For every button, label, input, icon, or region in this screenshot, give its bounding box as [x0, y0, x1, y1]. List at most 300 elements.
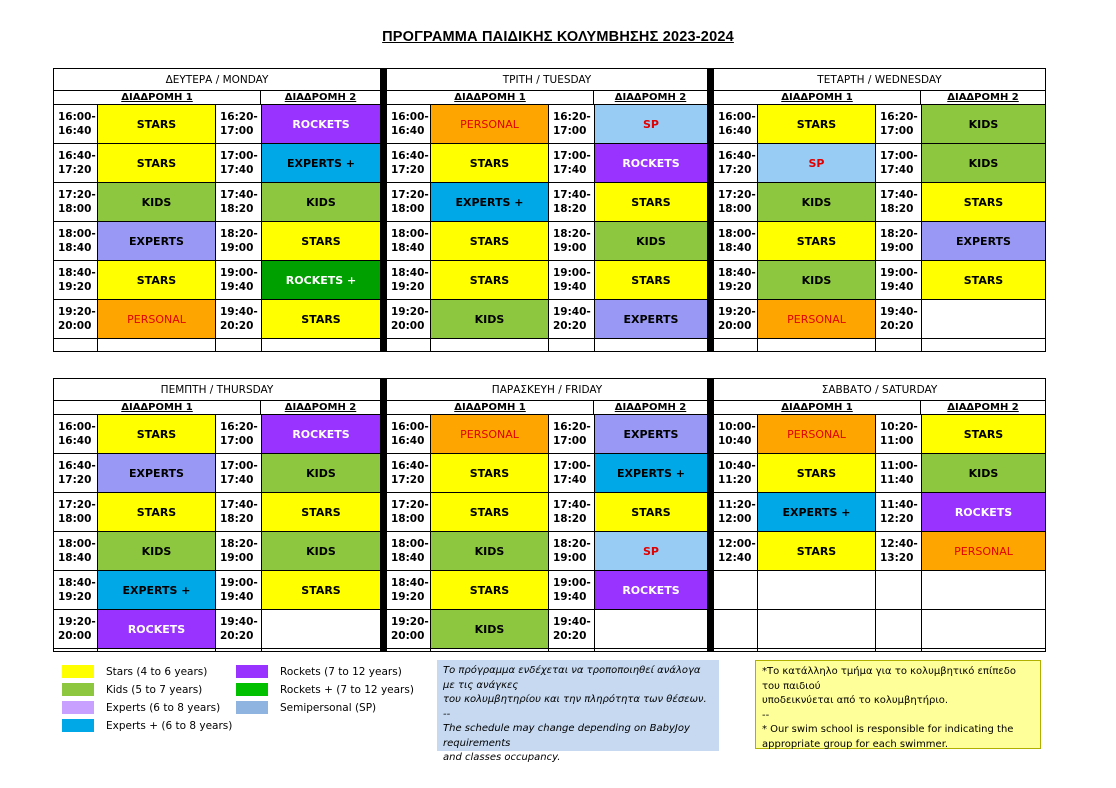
time-slot-route-1 [54, 261, 98, 299]
time-start: 16:00- [58, 111, 96, 123]
route-2-label: ΔΙΑΔΡΟΜΗ 2 [284, 92, 357, 103]
time-start: 11:00- [880, 460, 918, 472]
empty-row [387, 649, 707, 651]
legend-label: Kids (5 to 7 years) [106, 683, 203, 696]
time-slot-route-2 [876, 493, 922, 531]
class-cell-route-2: ROCKETS [922, 493, 1045, 531]
time-slot-route-2 [216, 261, 262, 299]
time-slot-route-1 [714, 261, 758, 299]
class-cell-route-2: SP [595, 532, 707, 570]
time-start: 17:40- [553, 499, 591, 511]
day-column [714, 69, 1045, 351]
class-cell-route-1: KIDS [98, 183, 216, 221]
time-start: 18:20- [880, 228, 918, 240]
schedule-row [54, 300, 380, 339]
time-slot-route-2 [876, 144, 922, 182]
legend-swatch [62, 719, 94, 732]
time-slot-route-1 [387, 415, 431, 453]
schedule-row [387, 261, 707, 300]
class-cell-route-2: STARS [922, 415, 1045, 453]
schedule-row [387, 222, 707, 261]
time-start: 19:40- [553, 616, 591, 628]
class-cell-route-1: STARS [98, 261, 216, 299]
time-slot-route-1 [387, 532, 431, 570]
time-slot-route-2 [549, 105, 595, 143]
time-end: 17:40 [553, 474, 587, 486]
class-cell-route-1: STARS [98, 105, 216, 143]
time-start: 18:20- [553, 228, 591, 240]
schedule-row [714, 610, 1045, 649]
legend-swatch [236, 701, 268, 714]
time-slot-route-2 [216, 571, 262, 609]
empty-cell [549, 339, 595, 351]
empty-cell [595, 339, 707, 351]
day-column [54, 69, 380, 351]
empty-row [714, 339, 1045, 351]
time-slot-route-1 [714, 493, 758, 531]
class-cell-route-1: KIDS [431, 610, 549, 648]
empty-cell [758, 649, 876, 651]
time-end: 17:00 [553, 435, 587, 447]
schedule-row [54, 183, 380, 222]
class-cell-route-1: EXPERTS [98, 454, 216, 492]
class-cell-route-1: KIDS [431, 300, 549, 338]
class-cell-route-1: PERSONAL [98, 300, 216, 338]
day-header: ΤΕΤΑΡΤΗ / WEDNESDAY [714, 69, 1045, 91]
time-slot-route-1 [54, 415, 98, 453]
time-start: 17:40- [880, 189, 918, 201]
route-header-row [54, 91, 380, 105]
class-cell-route-1: STARS [431, 261, 549, 299]
empty-cell [387, 649, 431, 651]
class-cell-route-2: EXPERTS [595, 300, 707, 338]
day-header: ΠΕΜΠΤΗ / THURSDAY [54, 379, 380, 401]
empty-cell [216, 339, 262, 351]
swim-school-note [755, 660, 1041, 749]
day-header: ΔΕΥΤΕΡΑ / MONDAY [54, 69, 380, 91]
time-slot-route-2 [549, 610, 595, 648]
schedule-row [54, 571, 380, 610]
time-slot-route-2 [216, 493, 262, 531]
time-start: 17:00- [553, 150, 591, 162]
time-slot-route-2 [549, 571, 595, 609]
day-header: ΤΡΙΤΗ / TUESDAY [387, 69, 707, 91]
time-start: 19:00- [880, 267, 918, 279]
time-slot-route-1 [54, 454, 98, 492]
empty-cell [262, 339, 380, 351]
time-start: 18:20- [220, 228, 258, 240]
schedule-row [387, 144, 707, 183]
schedule-week-part-2 [53, 378, 1046, 652]
class-cell-route-2: ROCKETS [595, 144, 707, 182]
time-end: 19:40 [220, 281, 254, 293]
class-cell-route-1: STARS [758, 532, 876, 570]
time-end: 11:40 [880, 474, 914, 486]
route-1-label: ΔΙΑΔΡΟΜΗ 1 [387, 91, 594, 104]
time-end: 19:40 [880, 281, 914, 293]
class-cell-route-2: STARS [595, 183, 707, 221]
legend-item [62, 701, 220, 714]
note-line: του κολυμβητηρίου και την πληρότητα των θέσεων. [443, 694, 707, 705]
time-start: 10:40- [718, 460, 756, 472]
legend-label: Rockets (7 to 12 years) [280, 665, 402, 678]
route-2-label: ΔΙΑΔΡΟΜΗ 2 [614, 92, 687, 103]
time-end: 20:20 [880, 320, 914, 332]
legend-item [62, 719, 232, 732]
time-slot-route-2 [876, 454, 922, 492]
time-start: 19:20- [58, 616, 96, 628]
time-end: 16:40 [58, 125, 92, 137]
legend-item [62, 683, 202, 696]
time-end: 20:00 [391, 630, 425, 642]
time-end: 19:40 [553, 281, 587, 293]
time-start: 10:20- [880, 421, 918, 433]
time-end: 18:00 [391, 203, 425, 215]
legend-swatch [236, 683, 268, 696]
empty-cell [216, 649, 262, 651]
empty-cell [387, 339, 431, 351]
day-column [380, 379, 714, 651]
time-end: 17:40 [220, 164, 254, 176]
time-start: 16:20- [553, 421, 591, 433]
day-column [714, 379, 1045, 651]
class-cell-route-1: KIDS [98, 532, 216, 570]
class-cell-route-2: KIDS [595, 222, 707, 260]
class-cell-route-2: EXPERTS + [262, 144, 380, 182]
route-2-label: ΔΙΑΔΡΟΜΗ 2 [947, 402, 1019, 413]
time-end: 18:20 [880, 203, 914, 215]
class-cell-route-1: ROCKETS [98, 610, 216, 648]
time-start: 18:40- [718, 267, 756, 279]
note-line: υποδεικνύεται από το κολυμβητήριο. [762, 695, 949, 706]
time-slot-route-2 [216, 610, 262, 648]
time-end: 19:00 [220, 552, 254, 564]
time-start: 18:40- [58, 267, 96, 279]
time-start: 19:20- [391, 616, 429, 628]
class-cell-route-2: STARS [595, 493, 707, 531]
route-1-label: ΔΙΑΔΡΟΜΗ 1 [54, 401, 261, 414]
note-line: -- [762, 709, 770, 721]
empty-cell [54, 339, 98, 351]
time-end: 18:00 [391, 513, 425, 525]
time-end: 19:20 [391, 281, 425, 293]
time-slot-route-1 [714, 571, 758, 609]
schedule-row [54, 222, 380, 261]
time-start: 18:00- [391, 228, 429, 240]
schedule-row [714, 183, 1045, 222]
time-start: 19:20- [391, 306, 429, 318]
route-1-label: ΔΙΑΔΡΟΜΗ 1 [54, 91, 261, 104]
legend-swatch [62, 683, 94, 696]
class-cell-route-2: STARS [262, 300, 380, 338]
legend-label: Rockets + (7 to 12 years) [280, 683, 414, 696]
class-cell-route-1: STARS [758, 454, 876, 492]
class-cell-route-1: KIDS [431, 532, 549, 570]
time-start: 19:20- [58, 306, 96, 318]
time-slot-route-2 [216, 300, 262, 338]
time-end: 12:40 [718, 552, 752, 564]
time-slot-route-1 [387, 493, 431, 531]
time-end: 18:20 [553, 203, 587, 215]
route-header-row [54, 401, 380, 415]
time-slot-route-1 [387, 454, 431, 492]
time-end: 19:40 [553, 591, 587, 603]
schedule-row [54, 261, 380, 300]
time-start: 18:20- [220, 538, 258, 550]
time-start: 18:00- [391, 538, 429, 550]
time-slot-route-1 [714, 300, 758, 338]
time-start: 17:40- [220, 189, 258, 201]
time-start: 16:20- [880, 111, 918, 123]
time-slot-route-2 [216, 454, 262, 492]
class-cell-route-1: STARS [758, 105, 876, 143]
time-start: 16:40- [718, 150, 756, 162]
schedule-row [54, 532, 380, 571]
time-slot-route-1 [387, 261, 431, 299]
time-start: 17:20- [58, 499, 96, 511]
time-start: 17:40- [220, 499, 258, 511]
class-cell-route-1: STARS [431, 493, 549, 531]
class-cell-route-2 [922, 300, 1045, 338]
time-end: 10:40 [718, 435, 752, 447]
time-start: 19:00- [553, 267, 591, 279]
empty-cell [431, 649, 549, 651]
time-slot-route-2 [216, 183, 262, 221]
time-slot-route-1 [54, 532, 98, 570]
day-column [380, 69, 714, 351]
class-cell-route-1: STARS [98, 493, 216, 531]
time-end: 17:20 [391, 474, 425, 486]
class-cell-route-2: SP [595, 105, 707, 143]
time-end: 18:00 [718, 203, 752, 215]
time-start: 18:40- [391, 577, 429, 589]
time-slot-route-2 [216, 105, 262, 143]
schedule-row [714, 222, 1045, 261]
time-slot-route-1 [714, 105, 758, 143]
time-start: 17:20- [391, 189, 429, 201]
class-cell-route-1: EXPERTS [98, 222, 216, 260]
time-slot-route-2 [876, 415, 922, 453]
class-cell-route-2: EXPERTS [922, 222, 1045, 260]
time-slot-route-1 [387, 222, 431, 260]
time-start: 19:00- [553, 577, 591, 589]
empty-cell [549, 649, 595, 651]
time-slot-route-1 [387, 300, 431, 338]
route-header-row [387, 401, 707, 415]
time-slot-route-2 [216, 222, 262, 260]
class-cell-route-1: STARS [758, 222, 876, 260]
legend-label: Semipersonal (SP) [280, 701, 377, 714]
class-cell-route-1: STARS [431, 454, 549, 492]
note-line: * Our swim school is responsible for indicating the [762, 724, 1014, 735]
time-end: 18:00 [58, 203, 92, 215]
time-start: 17:00- [880, 150, 918, 162]
schedule-row [387, 105, 707, 144]
class-cell-route-2: KIDS [922, 454, 1045, 492]
time-slot-route-2 [876, 105, 922, 143]
time-slot-route-1 [714, 222, 758, 260]
time-start: 18:20- [553, 538, 591, 550]
time-end: 11:00 [880, 435, 914, 447]
class-cell-route-2: STARS [262, 222, 380, 260]
time-slot-route-2 [876, 571, 922, 609]
legend-item [62, 665, 207, 678]
time-start: 16:20- [553, 111, 591, 123]
time-end: 11:20 [718, 474, 752, 486]
empty-cell [54, 649, 98, 651]
time-start: 17:00- [220, 150, 258, 162]
time-start: 18:40- [391, 267, 429, 279]
note-line: The schedule may change depending on BabyJoy requirements [443, 723, 690, 749]
class-cell-route-2: ROCKETS + [262, 261, 380, 299]
time-slot-route-1 [714, 415, 758, 453]
time-slot-route-2 [549, 300, 595, 338]
day-header: ΣΑΒΒΑΤΟ / SATURDAY [714, 379, 1045, 401]
schedule-row [54, 610, 380, 649]
time-slot-route-2 [549, 222, 595, 260]
schedule-row [714, 105, 1045, 144]
time-start: 16:40- [58, 150, 96, 162]
schedule-row [714, 415, 1045, 454]
legend-item [236, 665, 402, 678]
time-end: 18:00 [58, 513, 92, 525]
time-slot-route-2 [876, 300, 922, 338]
time-slot-route-1 [714, 610, 758, 648]
time-end: 17:20 [718, 164, 752, 176]
schedule-row [387, 532, 707, 571]
time-end: 16:40 [58, 435, 92, 447]
route-1-label: ΔΙΑΔΡΟΜΗ 1 [387, 401, 594, 414]
time-start: 16:00- [391, 421, 429, 433]
empty-cell [922, 649, 1045, 651]
class-cell-route-1: STARS [431, 222, 549, 260]
time-slot-route-1 [54, 300, 98, 338]
legend-item [236, 683, 414, 696]
time-slot-route-1 [387, 183, 431, 221]
time-slot-route-1 [54, 222, 98, 260]
class-cell-route-2: STARS [922, 183, 1045, 221]
schedule-row [387, 610, 707, 649]
time-start: 17:40- [553, 189, 591, 201]
time-end: 20:00 [718, 320, 752, 332]
class-cell-route-1: PERSONAL [431, 415, 549, 453]
time-slot-route-1 [714, 144, 758, 182]
class-cell-route-1: STARS [431, 144, 549, 182]
class-cell-route-2: ROCKETS [262, 415, 380, 453]
time-slot-route-2 [876, 183, 922, 221]
time-slot-route-2 [876, 610, 922, 648]
time-start: 10:00- [718, 421, 756, 433]
route-2-label: ΔΙΑΔΡΟΜΗ 2 [947, 92, 1019, 103]
empty-cell [98, 649, 216, 651]
schedule-row [387, 183, 707, 222]
legend-item [236, 701, 376, 714]
time-end: 18:40 [58, 242, 92, 254]
class-cell-route-2: STARS [595, 261, 707, 299]
schedule-row [714, 532, 1045, 571]
time-slot-route-2 [549, 454, 595, 492]
empty-row [387, 339, 707, 351]
empty-row [714, 649, 1045, 651]
schedule-row [714, 454, 1045, 493]
empty-cell [431, 339, 549, 351]
time-end: 17:20 [58, 164, 92, 176]
time-end: 17:00 [220, 435, 254, 447]
schedule-row [387, 454, 707, 493]
note-line: *Το κατάλληλο τμήμα για το κολυμβητικό επίπεδο του παιδιού [762, 666, 1016, 692]
schedule-row [714, 300, 1045, 339]
time-end: 20:20 [220, 630, 254, 642]
time-slot-route-2 [216, 144, 262, 182]
time-end: 17:40 [553, 164, 587, 176]
class-cell-route-2: STARS [262, 493, 380, 531]
time-start: 17:20- [718, 189, 756, 201]
class-cell-route-2: EXPERTS + [595, 454, 707, 492]
schedule-row [54, 144, 380, 183]
class-cell-route-2: STARS [262, 571, 380, 609]
empty-cell [98, 339, 216, 351]
time-slot-route-1 [387, 105, 431, 143]
route-header-row [714, 401, 1045, 415]
time-start: 16:40- [391, 460, 429, 472]
class-cell-route-2: KIDS [922, 105, 1045, 143]
time-slot-route-2 [216, 415, 262, 453]
time-end: 19:00 [220, 242, 254, 254]
time-end: 17:00 [220, 125, 254, 137]
class-cell-route-2: KIDS [262, 183, 380, 221]
class-cell-route-1: SP [758, 144, 876, 182]
legend-label: Experts + (6 to 8 years) [106, 719, 233, 732]
time-end: 19:00 [553, 242, 587, 254]
time-start: 11:40- [880, 499, 918, 511]
time-slot-route-2 [876, 261, 922, 299]
time-end: 16:40 [391, 125, 425, 137]
class-cell-route-2 [922, 571, 1045, 609]
class-cell-route-2: EXPERTS [595, 415, 707, 453]
time-start: 11:20- [718, 499, 756, 511]
time-start: 17:00- [220, 460, 258, 472]
class-cell-route-2: STARS [922, 261, 1045, 299]
schedule-row [714, 493, 1045, 532]
time-end: 19:20 [391, 591, 425, 603]
empty-cell [714, 339, 758, 351]
class-cell-route-1: KIDS [758, 261, 876, 299]
time-end: 18:40 [391, 552, 425, 564]
time-slot-route-1 [54, 183, 98, 221]
class-cell-route-1: STARS [98, 415, 216, 453]
legend-swatch [62, 701, 94, 714]
time-start: 17:20- [58, 189, 96, 201]
class-cell-route-1 [758, 610, 876, 648]
time-slot-route-1 [54, 610, 98, 648]
time-start: 16:40- [391, 150, 429, 162]
time-start: 19:40- [553, 306, 591, 318]
time-start: 16:40- [58, 460, 96, 472]
route-1-label: ΔΙΑΔΡΟΜΗ 1 [714, 91, 921, 104]
empty-cell [758, 339, 876, 351]
class-cell-route-1 [758, 571, 876, 609]
time-slot-route-1 [714, 532, 758, 570]
schedule-row [387, 300, 707, 339]
schedule-week-part-1 [53, 68, 1046, 352]
schedule-row [387, 415, 707, 454]
class-cell-route-2: KIDS [262, 532, 380, 570]
time-start: 18:40- [58, 577, 96, 589]
time-end: 16:40 [718, 125, 752, 137]
time-start: 16:00- [58, 421, 96, 433]
class-cell-route-2: KIDS [262, 454, 380, 492]
schedule-note [437, 660, 719, 763]
